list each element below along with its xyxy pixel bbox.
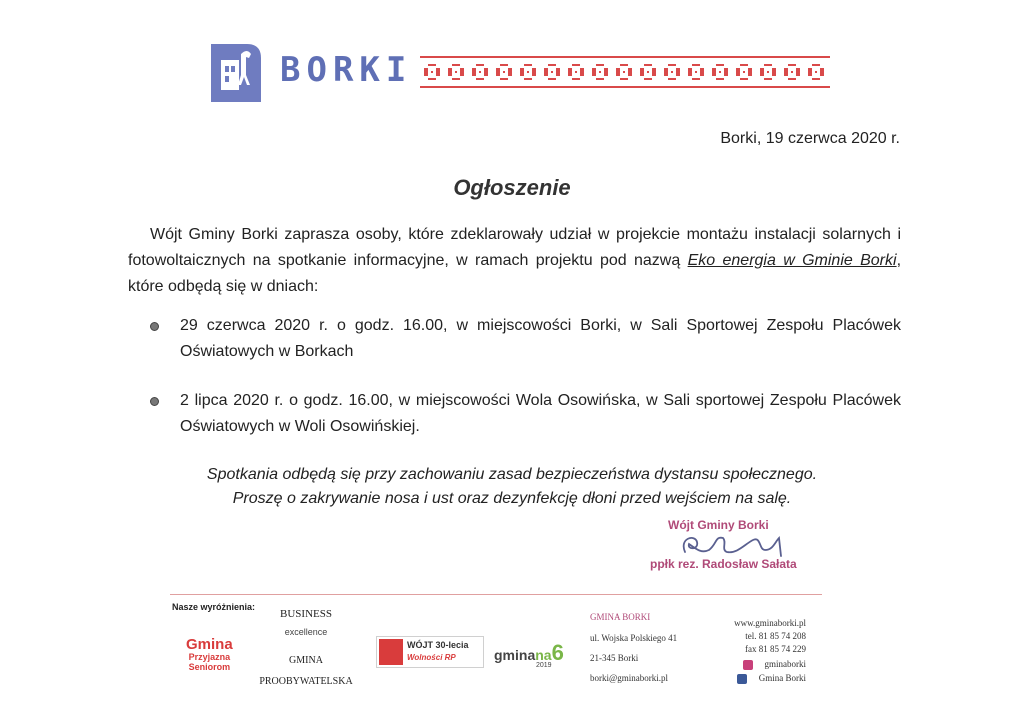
signature-title: Wójt Gminy Borki: [668, 518, 769, 532]
instagram-handle: gminaborki: [764, 659, 806, 669]
phone-number: tel. 81 85 74 208: [745, 631, 806, 641]
gminana6-small: na: [535, 647, 552, 663]
footer-divider: [170, 594, 822, 595]
closing-line-2: Proszę o zakrywanie nosa i ust oraz dezynfekcję dłoni przed wejściem na salę.: [232, 490, 792, 507]
business-line: PROOBYWATELSKA: [259, 676, 353, 687]
wojt-logo-line: WÓJT 30-lecia: [407, 640, 469, 650]
signature-name: ppłk rez. Radosław Sałata: [650, 557, 797, 571]
facebook-handle: Gmina Borki: [758, 673, 806, 683]
signature-scribble: [665, 528, 795, 560]
business-line: GMINA: [289, 655, 323, 666]
bullet-icon: [150, 322, 159, 331]
address-street: ul. Wojska Polskiego 41: [590, 633, 678, 643]
wojt-logo-line: Wolności RP: [407, 653, 456, 662]
logo-text: BORKI: [280, 50, 413, 90]
project-name: Eko energia w Gminie Borki: [687, 252, 897, 269]
document-date: Borki, 19 czerwca 2020 r.: [720, 130, 900, 147]
website-link[interactable]: www.gminaborki.pl: [734, 618, 806, 628]
business-line: BUSINESS: [280, 608, 332, 620]
facebook-icon: [737, 674, 747, 684]
gmina-przyjazna-seniorom-logo: [186, 637, 233, 672]
closing-line-1: Spotkania odbędą się przy zachowaniu zasad bezpieczeństwa dystansu społecznego.: [206, 466, 818, 483]
meeting-item: [150, 313, 901, 365]
instagram-icon: [743, 660, 753, 670]
closing-note: [0, 463, 1024, 511]
flag-icon: [379, 639, 403, 665]
meeting-item-text: 2 lipca 2020 r. o godz. 16.00, w miejscowości Wola Osowińska, w Sali sportowej Zespołu Placówek Oświatowych w Woli Osowińskiej.: [180, 392, 901, 435]
fax-number: fax 81 85 74 229: [745, 644, 806, 654]
wojt-30-lecia-logo: [376, 636, 484, 668]
instagram-link[interactable]: [686, 659, 806, 670]
intro-text: Wójt Gminy Borki zaprasza osoby, które zdeklarowały udział w projekcie montażu instalacji solarnych i fotowoltaicznych na spotkanie informacyjne, w ramach projektu pod nazwą: [128, 226, 901, 269]
gmina-logo-line: Seniorom: [188, 662, 231, 672]
awards-label: Nasze wyróżnienia:: [172, 602, 256, 612]
gmina-na-6-logo: [494, 640, 564, 669]
gmina-logo-line: Gmina: [186, 636, 233, 653]
gminana6-text: gmina: [494, 647, 536, 663]
business-excellence-logo: [256, 606, 356, 690]
gmina-logo-line: Przyjazna: [188, 652, 231, 662]
address-city: 21-345 Borki: [590, 653, 639, 663]
address-name: GMINA BORKI: [590, 612, 651, 622]
intro-paragraph: [128, 222, 901, 300]
gminana6-year: 2019: [536, 662, 552, 669]
intro-text-end: , które odbędą się w dniach:: [128, 252, 902, 295]
business-line: excellence: [284, 627, 328, 637]
address-email[interactable]: borki@gminaborki.pl: [590, 673, 669, 683]
meeting-item: [150, 388, 901, 440]
borki-emblem-icon: [207, 40, 265, 106]
gminana6-digit: 6: [551, 640, 564, 665]
folk-pattern-decoration: [420, 52, 830, 92]
bullet-icon: [150, 397, 159, 406]
document-title: Ogłoszenie: [453, 175, 571, 200]
facebook-link[interactable]: [686, 673, 806, 684]
meeting-item-text: 29 czerwca 2020 r. o godz. 16.00, w miejscowości Borki, w Sali Sportowej Zespołu Placówek Oświatowych w Borkach: [180, 317, 901, 360]
